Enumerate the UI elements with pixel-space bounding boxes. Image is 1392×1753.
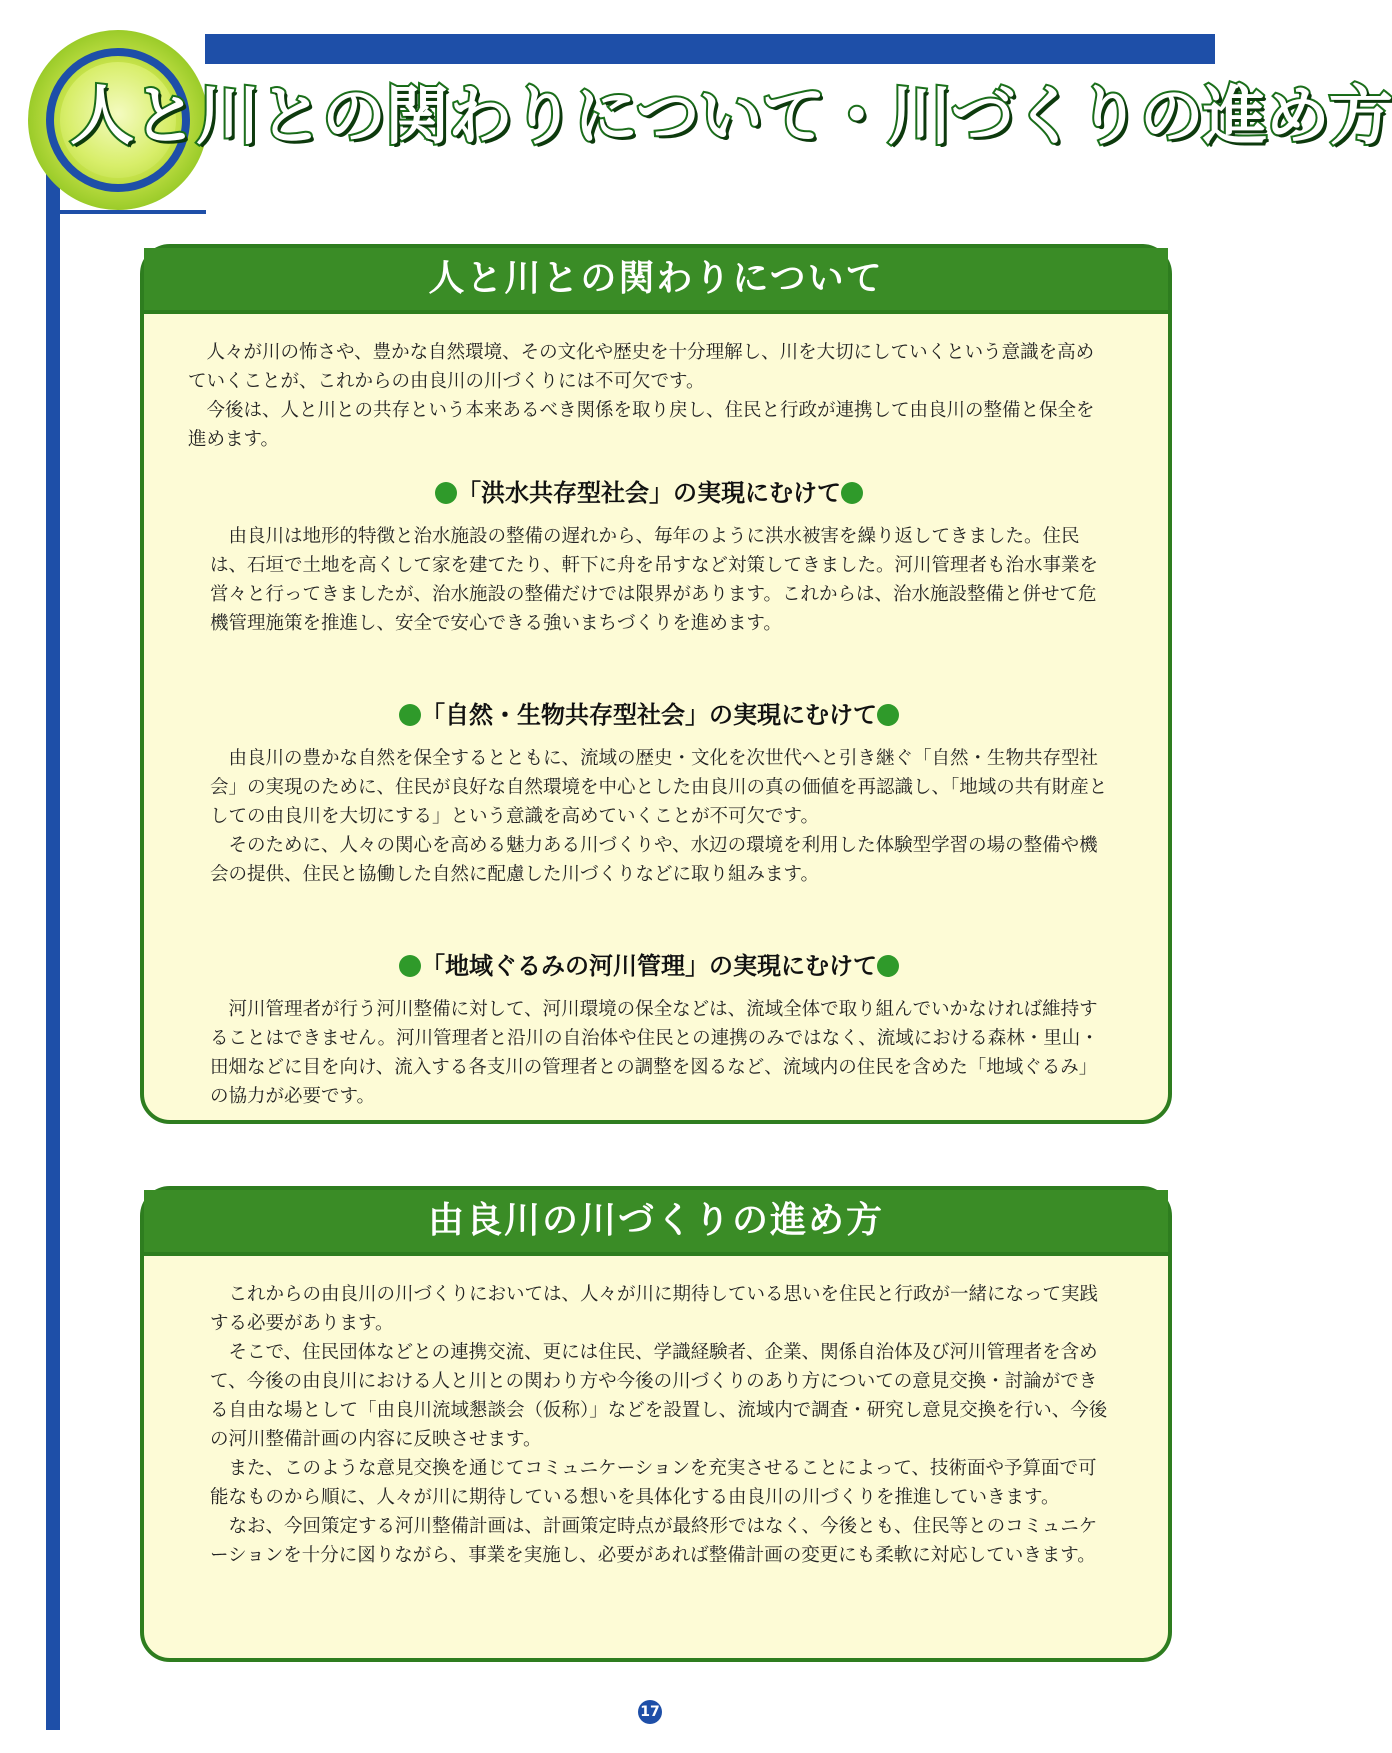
subsection-title-community (188, 949, 1110, 983)
intro-paragraph: 人々が川の怖さや、豊かな自然環境、その文化や歴史を十分理解し、川を大切にしていくという意識を高めていくことが、これからの由良川の川づくりには不可欠です。 (188, 342, 1095, 392)
green-bullet-icon (877, 704, 899, 726)
section-relationship-body (144, 314, 1168, 1111)
green-bullet-icon (399, 704, 421, 726)
subsection-paragraph: 由良川は地形的特徴と治水施設の整備の遅れから、毎年のように洪水被害を繰り返してきました。住民は、石垣で土地を高くして家を建てたり、軒下に舟を吊すなど対策してきました。河川管理者も治水事業を営々と行ってきましたが、治水施設の整備だけでは限界があります。これからは、治水施設整備と併せて危機管理施策を推進し、安全で安心できる強いまちづくりを進めます。 (210, 526, 1099, 634)
subsection-paragraph: 由良川の豊かな自然を保全するとともに、流域の歴史・文化を次世代へと引き継ぐ「自然・生物共存型社会」の実現のために、住民が良好な自然環境を中心とした由良川の真の価値を再認識し、「地域の共有財産としての由良川を大切にする」という意識を高めていくことが不可欠です。 (210, 748, 1108, 827)
planning-paragraph: これからの由良川の川づくりにおいては、人々が川に期待している思いを住民と行政が一緒になって実践する必要があります。 (210, 1284, 1099, 1334)
green-bullet-icon (877, 955, 899, 977)
section-relationship-panel (140, 244, 1172, 1124)
planning-paragraph: なお、今回策定する河川整備計画は、計画策定時点が最終形ではなく、今後とも、住民等とのコミュニケーションを十分に図りながら、事業を実施し、必要があれば整備計画の変更にも柔軟に対応していきます。 (210, 1516, 1098, 1566)
left-blue-bar (46, 210, 60, 1730)
intro-paragraph: 今後は、人と川との共存という本来あるべき関係を取り戻し、住民と行政が連携して由良川の整備と保全を進めます。 (188, 400, 1095, 450)
green-bullet-icon (435, 482, 457, 504)
subsection-body-flood (188, 522, 1110, 638)
subsection-title-flood (188, 476, 1110, 510)
section-river-planning-panel (140, 1186, 1172, 1662)
subsection-paragraph: 河川管理者が行う河川整備に対して、河川環境の保全などは、流域全体で取り組んでいかなければ維持することはできません。河川管理者と沿川の自治体や住民との連携のみではなく、流域における森林・里山・田畑などに目を向け、流入する各支川の管理者との調整を図るなど、流域内の住民を含めた「地域ぐるみ」の協力が必要です。 (210, 999, 1099, 1107)
subsection-title-text: 「地域ぐるみの河川管理」の実現にむけて (421, 952, 877, 980)
subsection-body-nature (188, 744, 1110, 889)
header-blue-bar (205, 34, 1215, 64)
section-relationship-heading: 人と川との関わりについて (144, 248, 1168, 314)
subsection-paragraph: そのために、人々の関心を高める魅力ある川づくりや、水辺の環境を利用した体験型学習の場の整備や機会の提供、住民と協働した自然に配慮した川づくりなどに取り組みます。 (210, 835, 1098, 885)
section-river-planning-heading: 由良川の川づくりの進め方 (144, 1190, 1168, 1256)
green-bullet-icon (399, 955, 421, 977)
planning-paragraph: そこで、住民団体などとの連携交流、更には住民、学識経験者、企業、関係自治体及び河川管理者を含めて、今後の由良川における人と川との関わり方や今後の川づくりのあり方についての意見交換・討論ができる自由な場として「由良川流域懇談会（仮称）」などを設置し、流域内で調査・研究し意見交換を行い、今後の河川整備計画の内容に反映させます。 (210, 1342, 1108, 1450)
subsection-title-text: 「自然・生物共存型社会」の実現にむけて (421, 701, 877, 729)
green-bullet-icon (841, 482, 863, 504)
page-number: 17 (638, 1700, 662, 1724)
subsection-title-nature (188, 698, 1110, 732)
page-title: 人と川との関わりについて・川づくりの進め方 (70, 80, 1392, 154)
subsection-body-community (188, 995, 1110, 1111)
subsection-title-text: 「洪水共存型社会」の実現にむけて (457, 479, 841, 507)
section-river-planning-body (144, 1256, 1168, 1570)
planning-paragraph: また、このような意見交換を通じてコミュニケーションを充実させることによって、技術面や予算面で可能なものから順に、人々が川に期待している想いを具体化する由良川の川づくりを推進していきます。 (210, 1458, 1097, 1508)
